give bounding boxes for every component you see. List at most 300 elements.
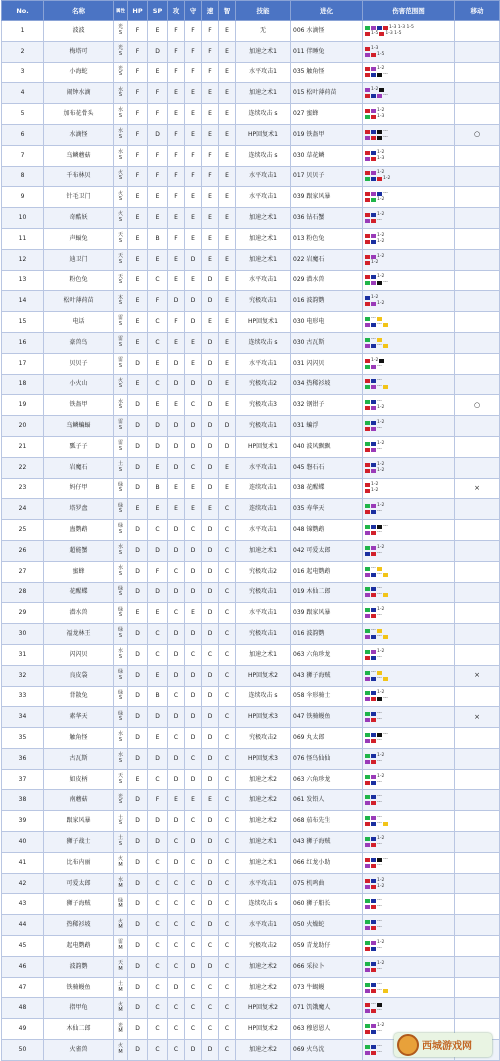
range-cell	[371, 754, 376, 758]
element-label: M	[118, 944, 123, 951]
element-cell	[114, 332, 128, 353]
table-row[interactable]	[2, 228, 500, 249]
stat-sp: C	[148, 852, 168, 873]
skill-name: 加速之术2	[236, 769, 291, 790]
monster-name: 闹钟水滴	[44, 83, 114, 104]
row-number: 18	[2, 374, 44, 395]
element-label: 火	[117, 856, 123, 863]
table-row[interactable]	[2, 998, 500, 1019]
range-chart	[363, 811, 455, 832]
stat-spd: E	[202, 83, 219, 104]
range-chart-row	[365, 629, 452, 634]
table-row[interactable]	[2, 769, 500, 790]
range-label: ---	[371, 316, 376, 322]
range-chart	[363, 707, 455, 728]
element-cell	[114, 104, 128, 125]
table-row[interactable]	[2, 977, 500, 998]
range-label: ---	[377, 1029, 382, 1035]
table-row[interactable]	[2, 145, 500, 166]
monster-name: 豪兽鸟	[44, 332, 114, 353]
stat-sp: D	[148, 540, 168, 561]
table-row[interactable]	[2, 873, 500, 894]
element-cell	[114, 582, 128, 603]
range-chart	[363, 312, 455, 333]
element-cell	[114, 208, 128, 229]
stat-int: C	[219, 644, 236, 665]
table-row[interactable]	[2, 894, 500, 915]
evolution-target: 043 狮子海贼	[291, 832, 363, 853]
table-row[interactable]	[2, 124, 500, 145]
evolution-target: 058 伞形骑士	[291, 686, 363, 707]
range-cell	[371, 822, 376, 826]
movement-mark	[455, 561, 500, 582]
evolution-target: 031 闪闪贝	[291, 353, 363, 374]
movement-mark	[455, 873, 500, 894]
range-cell	[365, 281, 370, 285]
monster-name: 潜水兽	[44, 603, 114, 624]
range-chart	[363, 499, 455, 520]
stat-sp: D	[148, 436, 168, 457]
evolution-target: 032 钢钳子	[291, 395, 363, 416]
element-label: 雷	[117, 440, 123, 447]
stat-def: E	[185, 83, 202, 104]
table-row[interactable]	[2, 249, 500, 270]
table-row[interactable]	[2, 852, 500, 873]
col-type[interactable]: 属性	[114, 1, 128, 21]
range-label: ---	[377, 634, 382, 639]
table-row[interactable]	[2, 915, 500, 936]
range-chart-row	[365, 177, 452, 182]
table-row[interactable]	[2, 187, 500, 208]
stat-spd: D	[202, 873, 219, 894]
range-cell	[365, 510, 370, 514]
range-cell	[377, 281, 382, 285]
range-label: 1-2	[377, 607, 385, 613]
range-chart-row	[365, 940, 452, 945]
stat-hp: D	[128, 644, 148, 665]
range-cell	[371, 843, 376, 847]
skill-name: 加速之术2	[236, 956, 291, 977]
col-atk[interactable]: 攻	[168, 1, 185, 21]
stat-atk: F	[168, 312, 185, 333]
element-label: S	[118, 279, 123, 286]
monster-name: 针毛卫门	[44, 187, 114, 208]
element-cell	[114, 540, 128, 561]
range-cell	[377, 697, 382, 701]
table-row[interactable]	[2, 457, 500, 478]
table-row[interactable]	[2, 208, 500, 229]
stat-def: F	[185, 21, 202, 42]
skill-name: 加速之术1	[236, 83, 291, 104]
element-label: 光	[117, 793, 123, 800]
stat-def: E	[185, 228, 202, 249]
table-row[interactable]	[2, 956, 500, 977]
table-row[interactable]	[2, 499, 500, 520]
range-label: 1-2	[377, 544, 385, 550]
stat-def: D	[185, 291, 202, 312]
range-chart	[363, 540, 455, 561]
col-spd[interactable]: 速	[202, 1, 219, 21]
range-chart	[363, 62, 455, 83]
movement-mark	[455, 499, 500, 520]
element-label: 火	[117, 211, 123, 218]
range-label: 1-2	[371, 482, 379, 488]
range-chart-row	[365, 400, 452, 405]
element-label: 水	[117, 398, 123, 405]
stat-def: E	[185, 603, 202, 624]
monster-name: 如皮柄	[44, 769, 114, 790]
row-number: 13	[2, 270, 44, 291]
skill-name: 加速之术2	[236, 977, 291, 998]
range-cell	[371, 531, 376, 535]
range-cell	[365, 795, 370, 799]
range-chart	[363, 436, 455, 457]
table-row[interactable]	[2, 728, 500, 749]
table-row[interactable]	[2, 665, 500, 686]
range-chart	[363, 457, 455, 478]
range-cell	[371, 302, 376, 306]
range-cell	[371, 400, 376, 404]
col-def[interactable]: 守	[185, 1, 202, 21]
skill-name: 加速之术2	[236, 811, 291, 832]
skill-name: 加速之术2	[236, 790, 291, 811]
skill-name: 连续攻击 s	[236, 104, 291, 125]
element-label: S	[118, 466, 123, 473]
col-name[interactable]: 名称	[44, 1, 114, 21]
stat-def: E	[185, 208, 202, 229]
col-int[interactable]: 智	[219, 1, 236, 21]
range-label: 1-2	[371, 357, 379, 363]
movement-mark	[455, 603, 500, 624]
element-label: S	[118, 383, 123, 390]
movement-mark: ○	[455, 124, 500, 145]
row-number: 15	[2, 312, 44, 333]
range-cell	[365, 344, 370, 348]
range-cell	[365, 1030, 370, 1034]
range-label: ---	[377, 981, 382, 987]
range-cell	[371, 365, 376, 369]
range-chart	[363, 395, 455, 416]
monster-name: 狮子海贼	[44, 894, 114, 915]
stat-spd: E	[202, 208, 219, 229]
range-cell	[365, 448, 370, 452]
element-label: S	[118, 445, 123, 452]
table-row[interactable]	[2, 644, 500, 665]
stat-hp: E	[128, 603, 148, 624]
stat-sp: C	[148, 956, 168, 977]
range-chart-row	[365, 822, 452, 827]
movement-mark	[455, 145, 500, 166]
element-label: 火	[117, 190, 123, 197]
range-cell	[371, 94, 376, 98]
range-chart-row	[365, 171, 452, 176]
range-label: 1-2	[377, 197, 385, 203]
stat-sp: D	[148, 41, 168, 62]
col-move[interactable]: 移动	[455, 1, 500, 21]
range-cell	[371, 858, 376, 862]
range-chart-row	[365, 275, 452, 280]
table-row[interactable]	[2, 748, 500, 769]
stat-hp: D	[128, 686, 148, 707]
range-chart	[363, 416, 455, 437]
range-label: ---	[377, 586, 382, 592]
evolution-target: 022 岩魔石	[291, 249, 363, 270]
range-label: ---	[377, 925, 382, 931]
stat-spd: D	[202, 353, 219, 374]
element-label: S	[118, 300, 123, 307]
range-chart-row	[365, 1009, 452, 1014]
stat-hp: D	[128, 707, 148, 728]
stat-spd: E	[202, 312, 219, 333]
table-row[interactable]	[2, 270, 500, 291]
range-label: ---	[377, 815, 382, 821]
evolution-target: 027 蜜蜂	[291, 104, 363, 125]
stat-def: D	[185, 312, 202, 333]
range-cell	[365, 920, 370, 924]
table-row[interactable]	[2, 312, 500, 333]
range-chart-row	[365, 483, 452, 488]
skill-name: 究极攻击2	[236, 728, 291, 749]
table-row[interactable]	[2, 332, 500, 353]
movement-mark	[455, 332, 500, 353]
range-cell	[371, 968, 376, 972]
stat-atk: F	[168, 62, 185, 83]
col-no[interactable]: No.	[2, 1, 44, 21]
stat-atk: D	[168, 977, 185, 998]
movement-mark	[455, 62, 500, 83]
movement-mark	[455, 915, 500, 936]
table-row[interactable]	[2, 104, 500, 125]
table-row[interactable]	[2, 416, 500, 437]
element-cell	[114, 312, 128, 333]
table-row[interactable]	[2, 603, 500, 624]
range-cell	[371, 406, 376, 410]
table-row[interactable]	[2, 561, 500, 582]
table-row[interactable]	[2, 166, 500, 187]
evolution-target: 019 木仙二郎	[291, 582, 363, 603]
stat-hp: D	[128, 665, 148, 686]
range-chart-row	[365, 946, 452, 951]
table-row[interactable]	[2, 21, 500, 42]
row-number: 25	[2, 520, 44, 541]
evolution-target: 034 热稀衫坡	[291, 374, 363, 395]
row-number: 28	[2, 582, 44, 603]
monster-table	[1, 0, 500, 1061]
range-chart-row	[365, 462, 452, 467]
range-cell	[365, 53, 370, 57]
stat-sp: E	[148, 603, 168, 624]
range-chart	[363, 83, 455, 104]
row-number: 46	[2, 956, 44, 977]
element-cell	[114, 956, 128, 977]
movement-mark	[455, 270, 500, 291]
range-label: 1-3 1-3 1-5	[389, 24, 414, 30]
row-number: 17	[2, 353, 44, 374]
stat-sp: F	[148, 83, 168, 104]
col-sp[interactable]: SP	[148, 1, 168, 21]
table-row[interactable]	[2, 436, 500, 457]
stat-sp: E	[148, 353, 168, 374]
col-evolution[interactable]: 进化	[291, 1, 363, 21]
range-cell	[371, 775, 376, 779]
table-row[interactable]	[2, 624, 500, 645]
range-chart	[363, 686, 455, 707]
element-label: S	[118, 404, 123, 411]
stat-def: E	[185, 332, 202, 353]
element-cell	[114, 665, 128, 686]
table-row[interactable]	[2, 540, 500, 561]
stat-def: D	[185, 540, 202, 561]
range-cell	[371, 760, 376, 764]
range-chart-row	[365, 1003, 452, 1008]
stat-hp: D	[128, 582, 148, 603]
monster-name: 蜜蜂	[44, 561, 114, 582]
stat-sp: C	[148, 270, 168, 291]
table-row[interactable]	[2, 811, 500, 832]
stat-def: C	[185, 644, 202, 665]
table-row[interactable]	[2, 41, 500, 62]
range-label: ---	[377, 363, 382, 369]
range-cell	[365, 219, 370, 223]
table-row[interactable]	[2, 395, 500, 416]
row-number: 10	[2, 208, 44, 229]
stat-int: D	[219, 416, 236, 437]
stat-hp: D	[128, 936, 148, 957]
range-label: 1-2	[377, 108, 385, 114]
range-chart	[363, 124, 455, 145]
table-row[interactable]	[2, 374, 500, 395]
table-row[interactable]	[2, 520, 500, 541]
stat-hp: E	[128, 291, 148, 312]
monster-name: 起电鹦鹉	[44, 936, 114, 957]
skill-name: 加速之术1	[236, 832, 291, 853]
table-row[interactable]	[2, 62, 500, 83]
col-range-chart[interactable]: 伤害范围图	[363, 1, 455, 21]
table-row[interactable]	[2, 832, 500, 853]
element-label: S	[118, 175, 123, 182]
movement-mark	[455, 728, 500, 749]
col-skill[interactable]: 技能	[236, 1, 291, 21]
range-cell	[371, 323, 376, 327]
element-cell	[114, 249, 128, 270]
monster-name: 福龙林王	[44, 624, 114, 645]
table-row[interactable]	[2, 790, 500, 811]
table-row[interactable]	[2, 83, 500, 104]
monster-name: 波韵鹦	[44, 956, 114, 977]
stat-spd: E	[202, 124, 219, 145]
range-cell	[383, 573, 388, 577]
element-label: S	[118, 92, 123, 99]
range-chart-row	[365, 635, 452, 640]
element-label: S	[118, 113, 123, 120]
stat-def: C	[185, 998, 202, 1019]
element-cell	[114, 769, 128, 790]
movement-mark	[455, 582, 500, 603]
element-label: 绿	[117, 689, 123, 696]
range-chart-row	[365, 780, 452, 785]
range-cell	[365, 858, 370, 862]
table-row[interactable]	[2, 291, 500, 312]
range-cell	[365, 760, 370, 764]
range-cell	[365, 359, 370, 363]
range-cell	[365, 573, 370, 577]
monster-name: 梅塔可	[44, 41, 114, 62]
range-cell	[371, 240, 376, 244]
range-cell	[371, 614, 376, 618]
stat-atk: D	[168, 520, 185, 541]
stat-atk: E	[168, 332, 185, 353]
stat-int: E	[219, 457, 236, 478]
stat-atk: C	[168, 1040, 185, 1061]
element-label: 火	[117, 1001, 123, 1008]
evolution-target: 048 锦鹦鹉	[291, 520, 363, 541]
range-chart-row	[365, 863, 452, 868]
table-row[interactable]	[2, 686, 500, 707]
stat-int: E	[219, 478, 236, 499]
range-cell	[365, 109, 370, 113]
monster-name: 小火山	[44, 374, 114, 395]
element-cell	[114, 499, 128, 520]
stat-spd: D	[202, 769, 219, 790]
table-row[interactable]	[2, 707, 500, 728]
stat-spd: D	[202, 520, 219, 541]
range-cell	[371, 816, 376, 820]
table-row[interactable]	[2, 353, 500, 374]
stat-sp: F	[148, 561, 168, 582]
element-label: 水	[117, 128, 123, 135]
col-hp[interactable]: HP	[128, 1, 148, 21]
stat-atk: E	[168, 395, 185, 416]
range-cell	[365, 983, 370, 987]
range-cell	[371, 593, 376, 597]
stat-spd: D	[202, 707, 219, 728]
stat-spd: F	[202, 145, 219, 166]
stat-int: C	[219, 561, 236, 582]
skill-name: HP回复术2	[236, 1019, 291, 1040]
range-chart	[363, 21, 455, 42]
stat-hp: D	[128, 811, 148, 832]
element-cell	[114, 41, 128, 62]
stat-atk: C	[168, 873, 185, 894]
range-cell	[371, 115, 376, 119]
range-cell	[371, 650, 376, 654]
range-cell	[371, 385, 376, 389]
stat-def: D	[185, 686, 202, 707]
monster-name: 瓢子子	[44, 436, 114, 457]
table-row[interactable]	[2, 478, 500, 499]
stat-int: C	[219, 998, 236, 1019]
stat-sp: E	[148, 395, 168, 416]
stat-int: C	[219, 894, 236, 915]
row-number: 29	[2, 603, 44, 624]
stat-atk: C	[168, 936, 185, 957]
evolution-target: 060 狮子船长	[291, 894, 363, 915]
range-cell	[365, 261, 370, 265]
range-chart	[363, 603, 455, 624]
stat-def: C	[185, 977, 202, 998]
range-chart-row	[365, 982, 452, 987]
range-cell	[371, 885, 376, 889]
stat-hp: D	[128, 457, 148, 478]
row-number: 24	[2, 499, 44, 520]
table-row[interactable]	[2, 582, 500, 603]
monster-name: 岩魔石	[44, 457, 114, 478]
stat-spd: D	[202, 665, 219, 686]
table-row[interactable]	[2, 936, 500, 957]
element-label: S	[118, 341, 123, 348]
stat-hp: E	[128, 312, 148, 333]
stat-def: C	[185, 520, 202, 541]
